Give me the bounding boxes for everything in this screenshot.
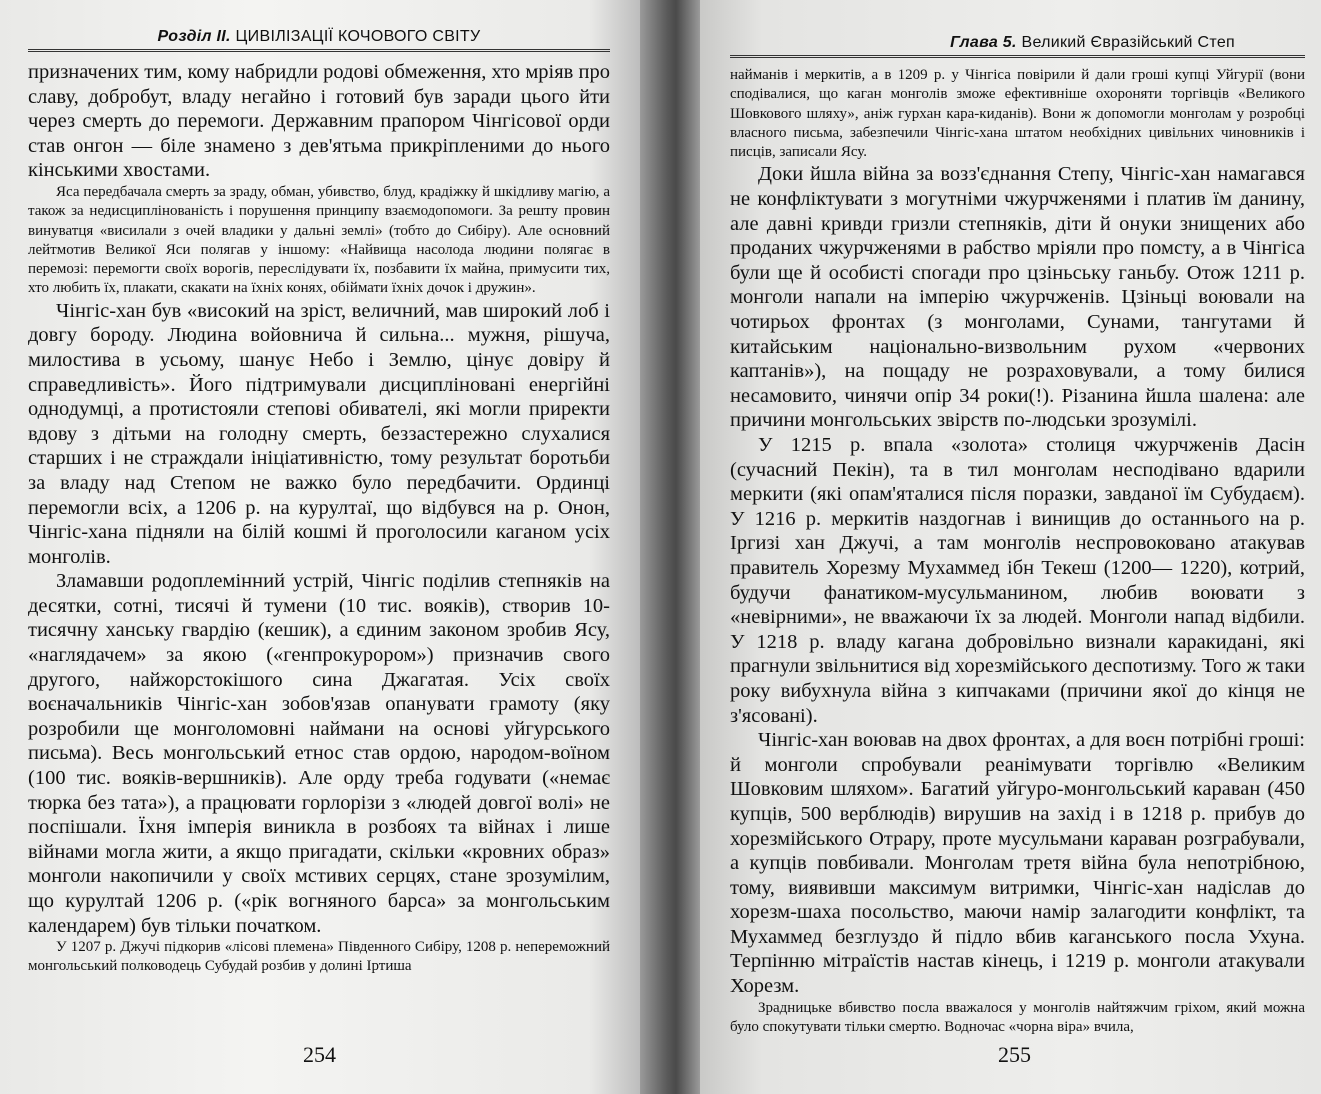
right-page bbox=[700, 0, 1321, 1094]
left-header-title: ЦИВІЛІЗАЦІЇ КОЧОВОГО СВІТУ bbox=[235, 28, 481, 45]
right-page-body bbox=[730, 66, 1305, 1037]
left-paragraph-3: Зламавши родоплемінний устрій, Чінгіс поділив степняків на десятки, сотні, тисячі й тумени (10 тис. вояків), створив 10-тисячну ханську гвардію (кешик), а єдиним законом зробив Ясу, «наглядачем» за якою («генпрокурором») призначив свого другого, найжорстокішого сина Джагатая. Усіх своїх воєначальників Чінгіс-хан зобов'язав опанувати грамоту (яку розробили ще монголомовні наймани на основі уйгурського письма). Весь монгольський етнос став ордою, народом-воїном (100 тис. вояків-вершників). Але орду треба годувати («немає тюрка без тата»), а працювати горлорізи з «людей довгої волі» не поспішали. Їхня імперія виникла в розбоях та війнах і лише війнами могла жити, а якщо пригадати, скільки «кровних образ» монголи накопичили у своїх мстивих серцях, стане зрозумілим, що курултай 1206 р. («рік вогняного барса» за монгольським календарем) був тільки початком. bbox=[28, 570, 610, 937]
right-small-paragraph-1: найманів і меркитів, а в 1209 р. у Чінгіса повірили й дали гроші купці Уйгурії (вони сподівалися, що каган монголів зможе ефективніше охороняти торгівців «Великого Шовкового шляху», аніж гурхан кара-киданів). Вони ж допомогли монголам у розробці власного письма, забезпечили Чінгіс-хана штатом необхідних цивільних чиновників і писців, записали Ясу. bbox=[730, 67, 1305, 161]
right-running-head bbox=[730, 34, 1305, 58]
right-header-title: Великий Євразійський Степ bbox=[1021, 34, 1235, 51]
right-paragraph-2: У 1215 р. впала «золота» столиця чжурчженів Дасін (сучасний Пекін), та в тил монголам несподівано вдарили меркити (які опам'яталися після поразки, завданої їм Субудаєм). У 1216 р. меркитів наздогнав і винищив до останнього на р. Іргизі хан Джучі, а там монголів неспровоковано атакував правитель Хорезму Мухаммед ібн Текеш (1200— 1220), котрий, будучи фанатиком-мусульманином, любив воювати з «невірними», не вважаючи їх за людей. Монголи напад відбили. У 1218 р. владу кагана добровільно визнали каракидані, які прагнули звільнитися від хорезмійського деспотизму. Того ж таки року вибухнула війна з кипчаками (причини якої до кінця не з'ясовані). bbox=[730, 434, 1305, 727]
left-running-head bbox=[28, 28, 610, 52]
left-paragraph-2: Чінгіс-хан був «високий на зріст, величний, мав широкий лоб і довгу бороду. Людина войовнича й сильна... мужня, рішуча, милостива в усьому, шанує Небо і Землю, цінує довіру й справедливість». Його підтримували дисципліновані енергійні однодумці, а протистояли степові обивателі, які могли приректи вдову з дітьми на голодну смерть, беззастережно слухалися старших і не страждали ініціативністю, тому результат боротьби за владу над Степом не важко було передбачити. Ординці перемогли всіх, а 1206 р. на курултаї, що відбувся на р. Онон, Чінгіс-хана підняли на білій кошмі й проголосили каганом усіх монголів. bbox=[28, 299, 610, 568]
right-page-number: 255 bbox=[998, 1042, 1031, 1067]
left-page-body bbox=[28, 60, 610, 977]
right-paragraph-1: Доки йшла війна за возз'єднання Степу, Чінгіс-хан намагався не конфліктувати з могутніми чжурчженями і платив їм данину, але давні кривди гризли степняків, діти й онуки знищених або проданих чжурчженями в рабство мріяли про помсту, а в Чінгіса були ще й особисті спогади про цзіньську ганьбу. Отож 1211 р. монголи напали на імперію чжурчженів. Цзіньці воювали на чотирьох фронтах (з монголами, Сунами, тангутами й китайським національно-визвольним рухом «червоних каптанів»), на пощаду не розраховували, а тому билися несамовито, чинячи опір 34 роки(!). Різанина йшла шалена: але причини монгольських звірств по-людськи зрозумілі. bbox=[730, 163, 1305, 432]
left-page bbox=[0, 0, 640, 1094]
right-header-chapter: Глава 5. bbox=[950, 34, 1017, 51]
left-small-paragraph-2: У 1207 р. Джучі підкорив «лісові племена» Південного Сибіру, 1208 р. непереможний монгольський полководець Субудай розбив у долині Іртиша bbox=[28, 939, 610, 975]
left-small-paragraph-yasa: Яса передбачала смерть за зраду, обман, убивство, блуд, крадіжку й шкідливу магію, а також за недисциплінованість і порушення принципу взаємодопомоги. За решту провин винуватця «висилали з очей владики у дальні землі» (тобто до Сибіру). Але основний лейтмотив Великої Яси полягав у іншому: «Найвища насолода людини полягає в перемозі: перемогти своїх ворогів, переслідувати їх, позбавити їх майна, примусити тих, хто любить їх, плакати, скакати на їхніх конях, обіймати їхніх дочок і дружин». bbox=[28, 183, 610, 297]
right-small-paragraph-2: Зрадницьке вбивство посла вважалося у монголів найтяжчим гріхом, який можна було спокутувати тільки смертю. Водночас «чорна віра» вчила, bbox=[730, 999, 1305, 1035]
book-gutter bbox=[640, 0, 700, 1094]
right-paragraph-3: Чінгіс-хан воював на двох фронтах, а для воєн потрібні гроші: й монголи спробували реанімувати торгівлю «Великим Шовковим шляхом». Багатий уйгуро-монгольський караван (450 купців, 500 верблюдів) вирушив на захід і в 1218 р. прибув до хорезмійського Отрару, проте мусульмани караван розграбували, а купців повбивали. Монголам третя війна була непотрібною, тому, виявивши максимум витримки, Чінгіс-хан надіслав до хорезм-шаха посольство, маючи намір залагодити конфлікт, та Мухаммед безглуздо й підло вбив каганського посла Ухуна. Терпінню мітраїстів настав кінець, і 1219 р. монголи атакували Хорезм. bbox=[730, 729, 1305, 998]
left-paragraph-1: призначених тим, кому набридли родові обмеження, хто мріяв про славу, добробут, владу негайно і готовий був заради цього йти через смерть до перемоги. Державним прапором Чінгісової орди став онгон — біле знамено з дев'ятьма прикріпленими до нього кінськими хвостами. bbox=[28, 61, 610, 182]
left-header-chapter: Розділ II. bbox=[157, 28, 231, 45]
left-page-number: 254 bbox=[303, 1042, 336, 1067]
